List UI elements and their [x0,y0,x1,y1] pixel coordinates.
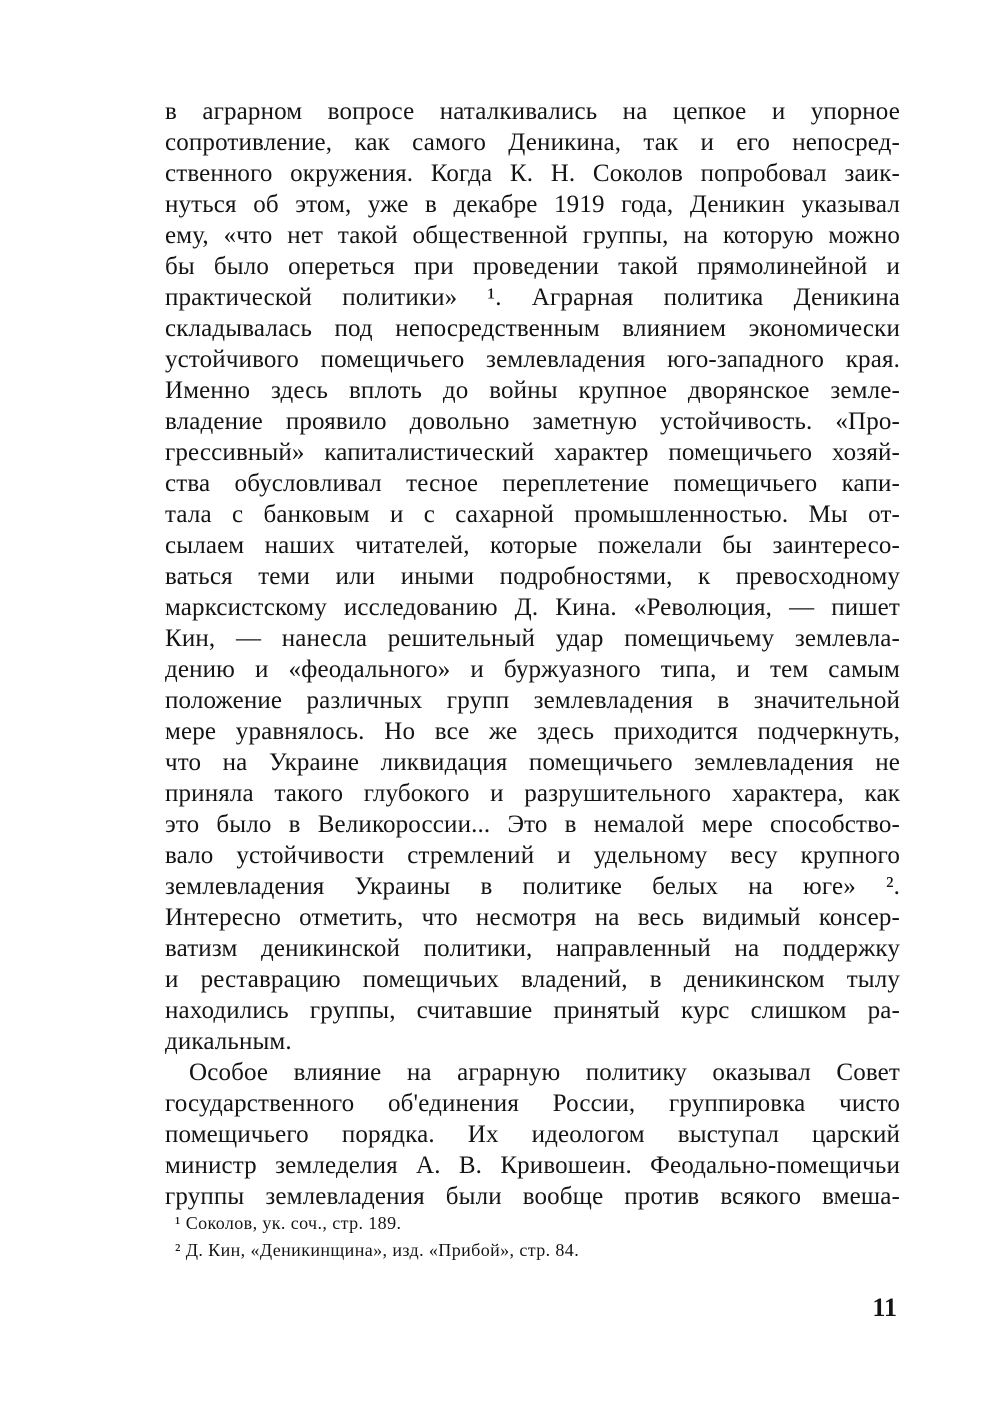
text-line: складывалась под непосредственным влиянием экономически [165,315,900,342]
text-line: находились группы, считавшие принятый курс слишком ра- [165,997,900,1024]
text-line: ватизм деникинской политики, направленный на поддержку [165,935,900,962]
paragraph-start-line: Особое влияние на аграрную политику оказывал Совет [189,1059,900,1086]
text-line: приняла такого глубокого и разрушительного характера, как [165,780,900,807]
text-line: сылаем наших читателей, которые пожелали бы заинтересо- [165,532,900,559]
text-line: помещичьего порядка. Их идеологом выступал царский [165,1121,900,1148]
text-line: бы было опереться при проведении такой прямолинейной и [165,253,900,280]
text-line: владение проявило довольно заметную устойчивость. «Про- [165,408,900,435]
text-line: и реставрацию помещичьих владений, в деникинском тылу [165,966,900,993]
text-line: Кин, — нанесла решительный удар помещичьему землевла- [165,625,900,652]
footnote-2: ² Д. Кин, «Деникинщина», изд. «Прибой», стр. 84. [175,1240,580,1260]
text-line: марксистскому исследованию Д. Кина. «Революция, — пишет [165,594,900,621]
text-line: вало устойчивости стремлений и удельному весу крупного [165,842,900,869]
text-line: устойчивого помещичьего землевладения юго-западного края. [165,346,900,373]
page-number: 11 [872,1293,897,1322]
text-line: ему, «что нет такой общественной группы, на которую можно [165,222,900,249]
text-line: группы землевладения были вообще против всякого вмеша- [165,1183,900,1210]
text-line: государственного об'единения России, группировка чисто [165,1090,900,1117]
footnote-1: ¹ Соколов, ук. соч., стр. 189. [175,1213,402,1233]
text-line: практической политики» ¹. Аграрная политика Деникина [165,284,900,311]
text-line: что на Украине ликвидация помещичьего землевладения не [165,749,900,776]
text-line: землевладения Украины в политике белых на юге» ². [165,873,900,900]
text-line: Именно здесь вплоть до войны крупное дворянское земле- [165,377,900,404]
text-line: грессивный» капиталистический характер помещичьего хозяй- [165,439,900,466]
text-line: ства обусловливал тесное переплетение помещичьего капи- [165,470,900,497]
text-line: ваться теми или иными подробностями, к превосходному [165,563,900,590]
paragraph-end-line: дикальным. [165,1028,292,1055]
main-text-block [165,96,900,1212]
text-line: сопротивление, как самого Деникина, так и его непосред- [165,129,900,156]
footnotes [175,1210,775,1264]
text-line: это было в Великороссии... Это в немалой мере способство- [165,811,900,838]
text-line: в аграрном вопросе наталкивались на цепкое и упорное [165,98,900,125]
text-line: нуться об этом, уже в декабре 1919 года, Деникин указывал [165,191,900,218]
text-line: положение различных групп землевладения в значительной [165,687,900,714]
text-line: Интересно отметить, что несмотря на весь видимый консер- [165,904,900,931]
text-line: министр земледелия А. В. Кривошеин. Феодально-помещичьи [165,1152,900,1179]
text-line: ственного окружения. Когда К. Н. Соколов попробовал заик- [165,160,900,187]
text-line: мере уравнялось. Но все же здесь приходится подчеркнуть, [165,718,900,745]
text-line: дению и «феодального» и буржуазного типа, и тем самым [165,656,900,683]
text-line: тала с банковым и с сахарной промышленностью. Мы от- [165,501,900,528]
